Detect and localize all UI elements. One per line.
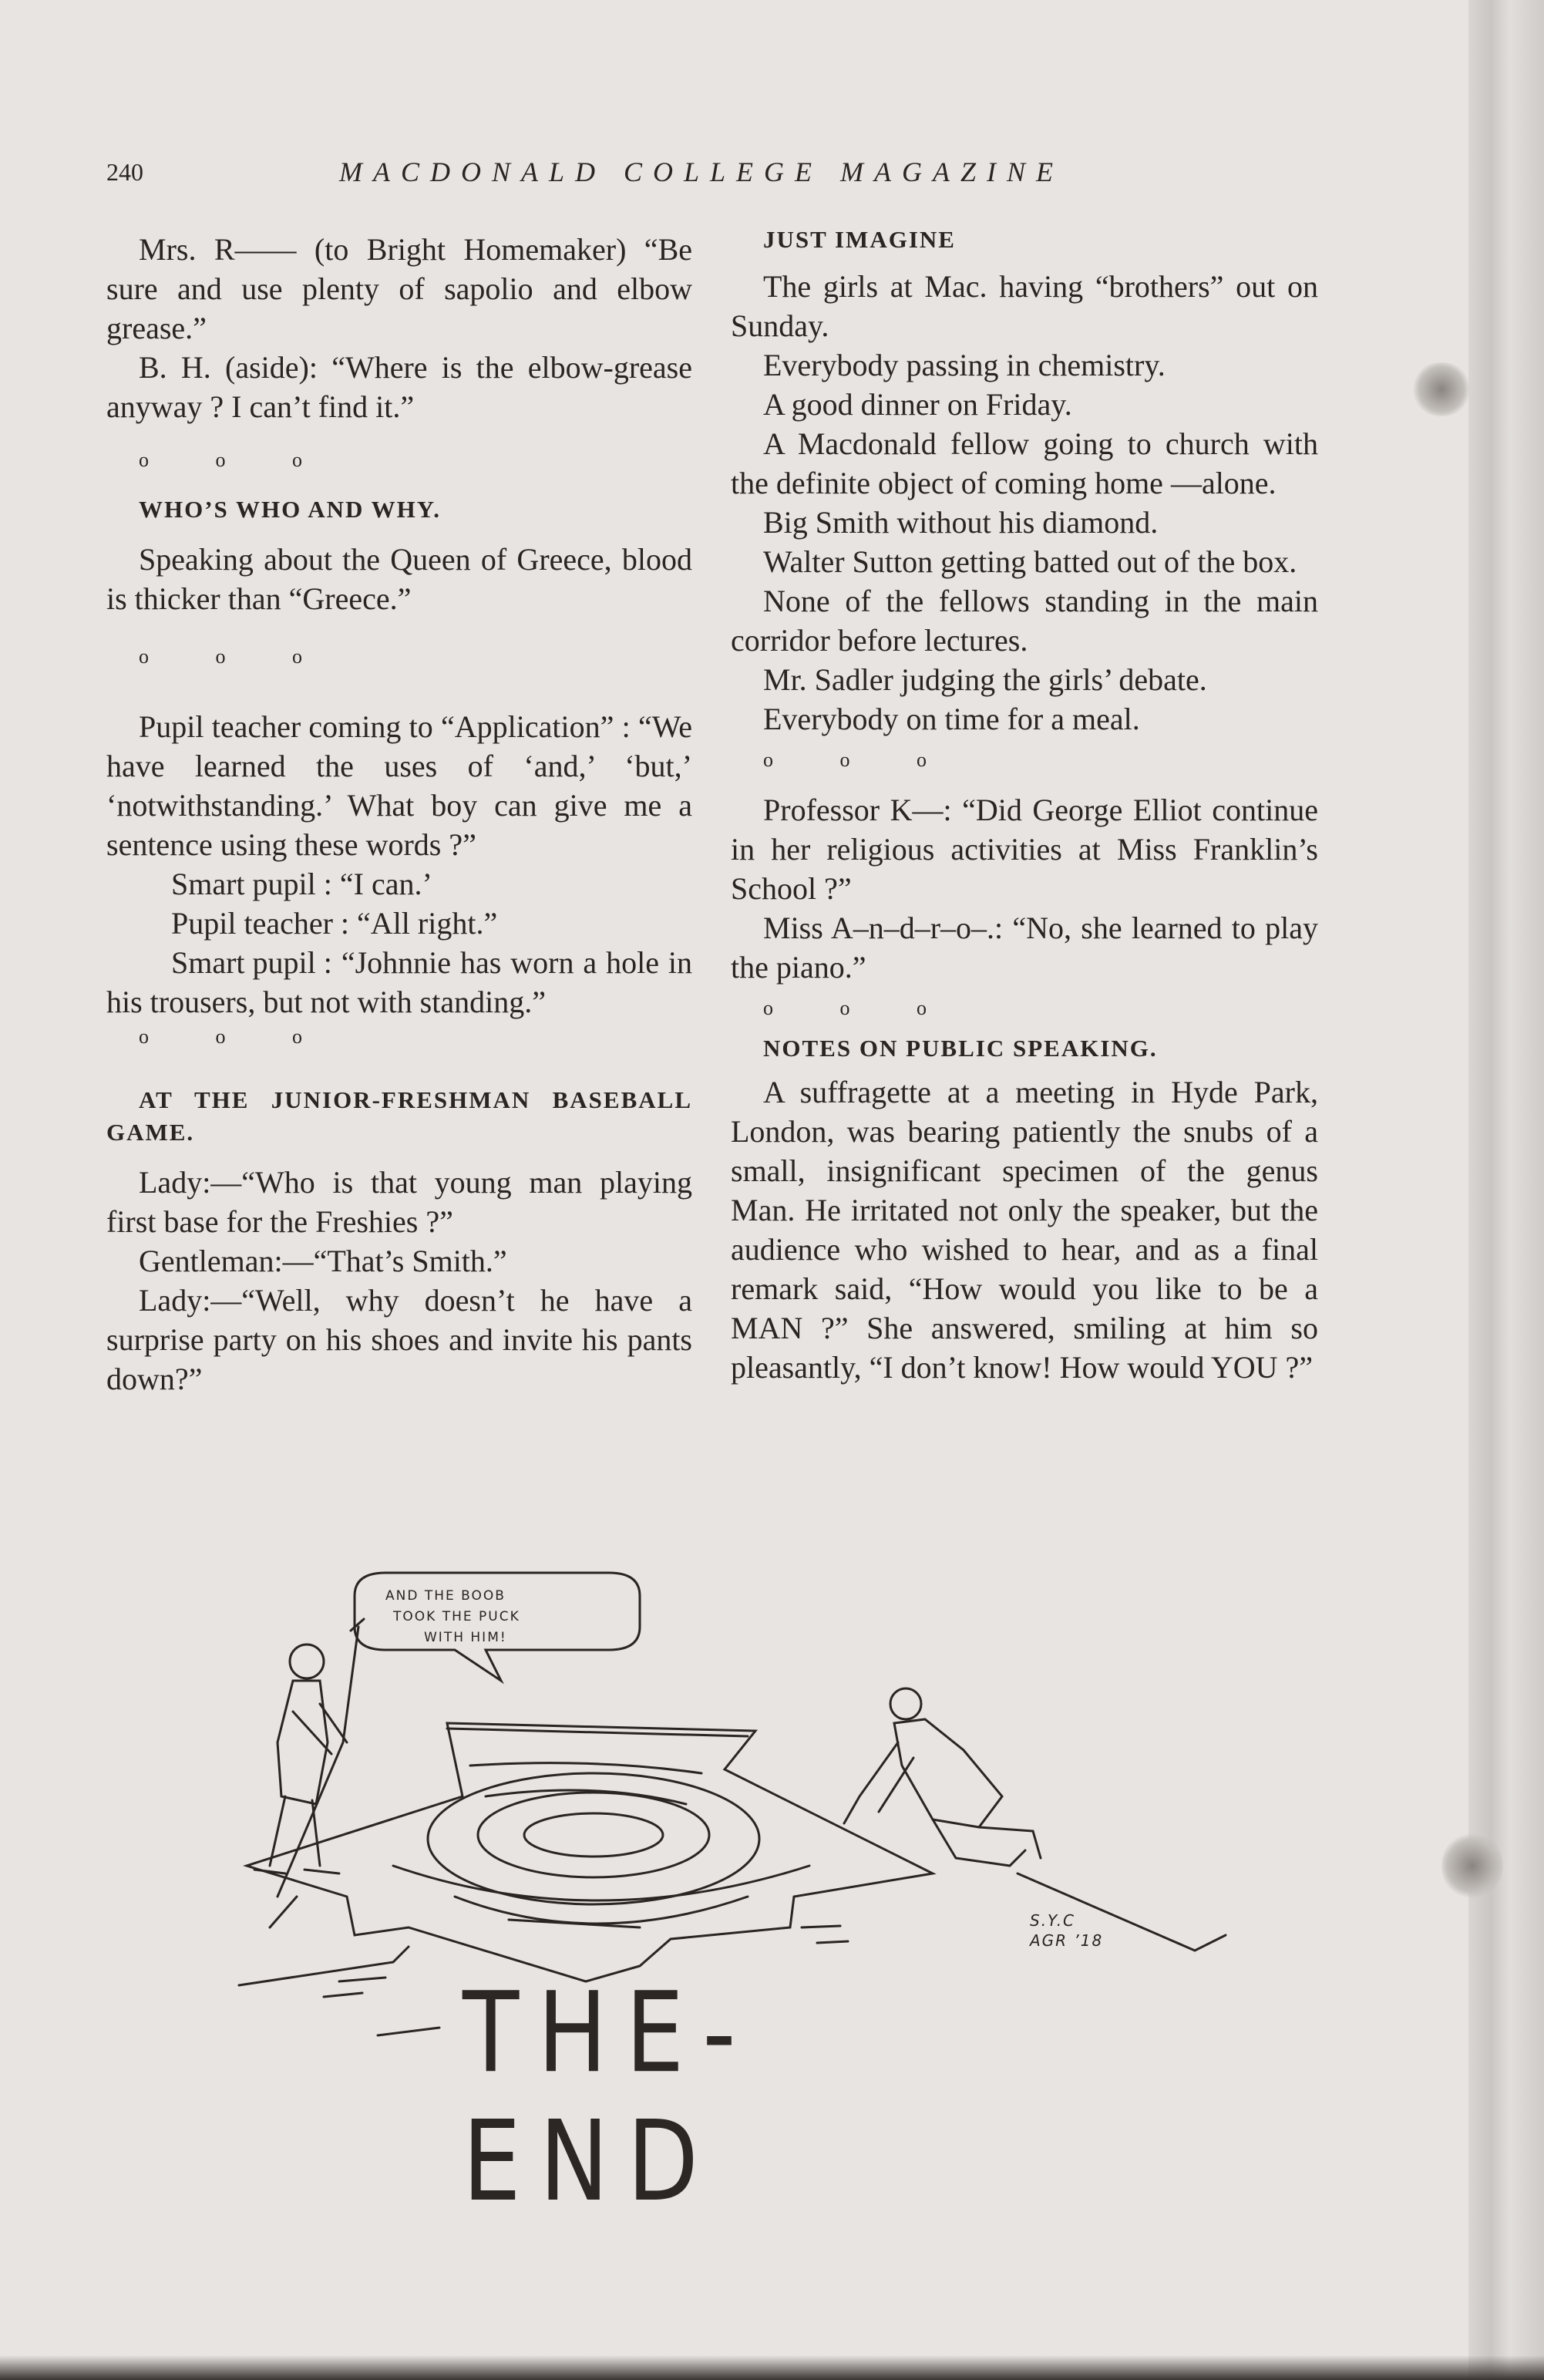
imagine-item: Everybody on time for a meal. — [763, 702, 1140, 736]
pupil-teacher-paragraph: Pupil teacher coming to “Application” : “We have learned the uses of ‘and,’ ‘but,’ ‘notwithstanding.’ What boy can give me a sentence using these words ?” — [106, 709, 692, 862]
speaker-label: Smart pupil : — [171, 945, 332, 980]
ornament: o o o — [763, 749, 957, 771]
page-edge-shadow — [0, 2355, 1544, 2380]
bubble-line: TOOK THE PUCK — [393, 1609, 520, 1624]
imagine-item: Mr. Sadler judging the girls’ debate. — [763, 662, 1207, 697]
ornament: o o o — [763, 997, 957, 1019]
section-heading: AT THE JUNIOR-FRESHMAN BASEBALL GAME. — [106, 1086, 692, 1146]
greece-paragraph: Speaking about the Queen of Greece, blood is thicker than “Greece.” — [106, 542, 692, 616]
dialogue-text: “I can.’ — [339, 867, 432, 901]
dialogue-line — [106, 864, 692, 904]
left-column — [106, 230, 692, 1399]
book-gutter — [1468, 0, 1544, 2380]
ornament: o o o — [139, 645, 333, 668]
imagine-item: Walter Sutton getting batted out of the box. — [763, 544, 1297, 579]
signature-line: S.Y.C — [1030, 1911, 1076, 1930]
imagine-item: The girls at Mac. having “brothers” out on Sunday. — [731, 269, 1318, 343]
suffragette-paragraph: A suffragette at a meeting in Hyde Park, London, was bearing patiently the snubs of a small, insignificant specimen of the genus Man. He irritated not only the speaker, but the audience who wished to hear, and as a final remark said, “How would you like to be a MAN ?” She answered, smiling at him so pleasantly, “I don’t know! How would YOU ?” — [731, 1075, 1318, 1385]
imagine-item: None of the fellows standing in the main corridor before lectures. — [731, 584, 1318, 658]
section-heading: NOTES ON PUBLIC SPEAKING. — [763, 1035, 1158, 1062]
imagine-item: A good dinner on Friday. — [763, 387, 1072, 422]
dialogue-text: “All right.” — [357, 906, 498, 941]
dialogue-line: Lady:—“Who is that young man playing first base for the Freshies ?” — [106, 1165, 692, 1239]
artist-signature — [1030, 1910, 1103, 1951]
page-number: 240 — [106, 158, 143, 186]
professor-question: Professor K—: “Did George Elliot continue in her religious activities at Miss Franklin’s School ?” — [731, 793, 1318, 906]
ornament: o o o — [139, 449, 333, 471]
page-tear — [1411, 362, 1472, 416]
bubble-line: WITH HIM! — [424, 1630, 507, 1645]
section-heading: WHO’S WHO AND WHY. — [139, 496, 442, 523]
speech-bubble — [355, 1573, 640, 1681]
kneeling-hockey-player — [844, 1688, 1041, 1866]
homemaker-paragraph: Mrs. R—— (to Bright Homemaker) “Be sure and use plenty of sapolio and elbow grease.” — [106, 232, 692, 345]
student-answer: Miss A–n–d–r–o–.: “No, she learned to play the piano.” — [731, 911, 1318, 985]
dialogue-line: Lady:—“Well, why doesn’t he have a surprise party on his shoes and invite his pants down?” — [106, 1283, 692, 1396]
signature-line: AGR ’18 — [1030, 1931, 1104, 1950]
dialogue-line — [106, 904, 692, 943]
running-head: MACDONALD COLLEGE MAGAZINE — [339, 157, 1065, 187]
imagine-item: A Macdonald fellow going to church with the definite object of coming home —alone. — [731, 426, 1318, 500]
dialogue-line: Gentleman:—“That’s Smith.” — [139, 1244, 507, 1278]
elbow-grease-paragraph: B. H. (aside): “Where is the elbow-grease anyway ? I can’t find it.” — [106, 350, 692, 424]
imagine-item: Big Smith without his diamond. — [763, 505, 1159, 540]
dialogue-text: “Johnnie has worn a hole in his trousers, but not with standing.” — [106, 945, 693, 1019]
right-column — [731, 224, 1318, 1387]
ornament: o o o — [139, 1025, 333, 1048]
bubble-line: AND THE BOOB — [385, 1588, 506, 1604]
standing-hockey-player — [254, 1619, 364, 1927]
imagine-item: Everybody passing in chemistry. — [763, 348, 1166, 382]
speaker-label: Pupil teacher : — [171, 906, 350, 941]
speaker-label: Smart pupil : — [171, 867, 332, 901]
section-heading: JUST IMAGINE — [763, 226, 956, 253]
the-end-caption: THE-END — [463, 1969, 755, 2227]
hockey-stick — [239, 1947, 409, 1985]
dialogue-line — [106, 943, 692, 1022]
page-tear — [1441, 1831, 1503, 1900]
